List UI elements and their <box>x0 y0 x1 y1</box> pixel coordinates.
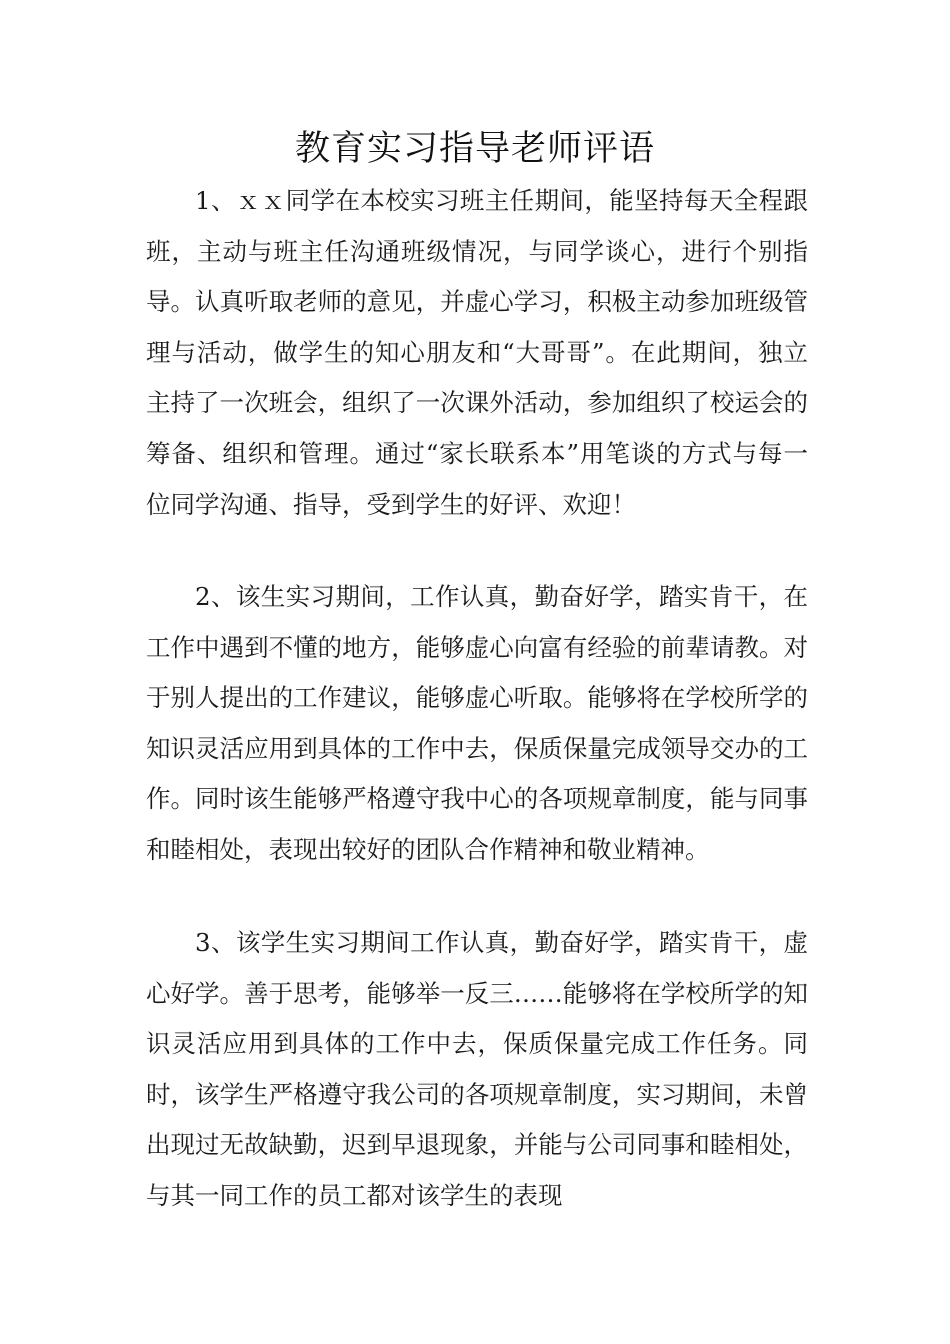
paragraph-1-block <box>146 176 808 530</box>
paragraph-1: 1、ｘｘ同学在本校实习班主任期间，能坚持每天全程跟班，主动与班主任沟通班级情况，与同学谈心，进行个别指导。认真听取老师的意见，并虚心学习，积极主动参加班级管理与活动，做学生的知心朋友和“大哥哥”。在此期间，独立主持了一次班会，组织了一次课外活动，参加组织了校运会的筹备、组织和管理。通过“家长联系本”用笔谈的方式与每一位同学沟通、指导，受到学生的好评、欢迎！ <box>146 186 808 519</box>
paragraph-2-block <box>146 572 808 876</box>
document-title: 教育实习指导老师评语 <box>294 129 655 169</box>
paragraph-2: 2、该生实习期间，工作认真，勤奋好学，踏实肯干，在工作中遇到不懂的地方，能够虚心向富有经验的前辈请教。对于别人提出的工作建议，能够虚心听取。能够将在学校所学的知识灵活应用到具体的工作中去，保质保量完成领导交办的工作。同时该生能够严格遵守我中心的各项规章制度，能与同事和睦相处，表现出较好的团队合作精神和敬业精神。 <box>146 582 808 864</box>
paragraph-3: 3、该学生实习期间工作认真，勤奋好学，踏实肯干，虚心好学。善于思考，能够举一反三……能够将在学校所学的知识灵活应用到具体的工作中去，保质保量完成工作任务。同时，该学生严格遵守我公司的各项规章制度，实习期间，未曾出现过无故缺勤，迟到早退现象，并能与公司同事和睦相处，与其一同工作的员工都对该学生的表现 <box>146 928 808 1210</box>
paragraph-3-block <box>146 918 808 1222</box>
